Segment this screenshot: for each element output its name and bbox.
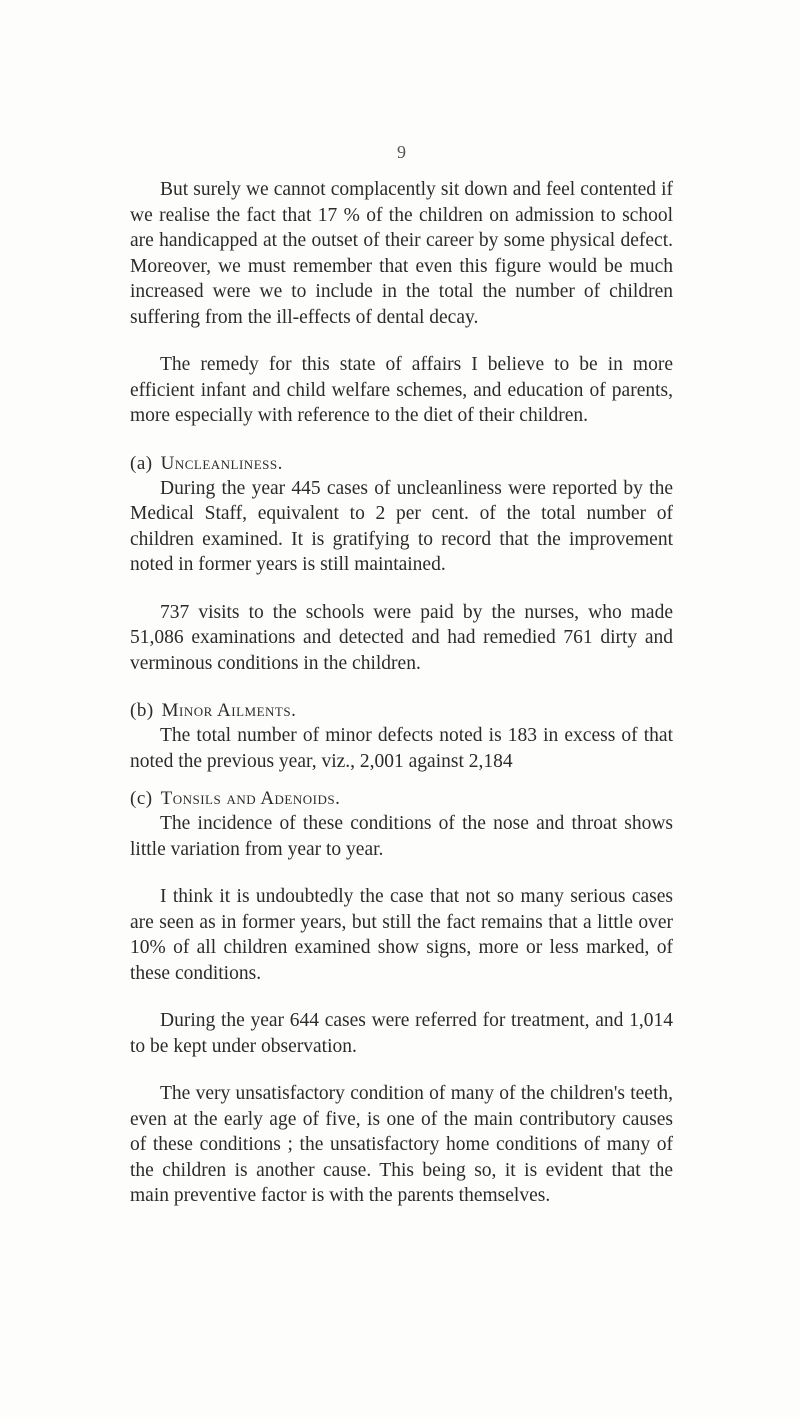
document-body bbox=[130, 177, 673, 1209]
paragraph-tonsils-4: The very unsatisfactory condition of many of the children's teeth, even at the early age of five, is one of the main contributory causes of these conditions ; the unsatisfactory home conditions of many of the children is another cause. This being so, it is evident that the main preventive factor is with the parents themselves. bbox=[130, 1083, 673, 1206]
paragraph-minor-ailments-1: The total number of minor defects noted is 183 in excess of that noted the previous year, viz., 2,001 against 2,184 bbox=[130, 725, 673, 772]
section-title: Tonsils and Adenoids. bbox=[160, 788, 341, 809]
section-letter: (c) bbox=[130, 788, 153, 809]
page-number: 9 bbox=[397, 142, 406, 162]
section-heading-uncleanliness bbox=[130, 451, 673, 476]
section-letter: (b) bbox=[130, 700, 154, 721]
section-letter: (a) bbox=[130, 452, 153, 474]
section-title: Uncleanliness. bbox=[160, 452, 283, 474]
paragraph-tonsils-3: During the year 644 cases were referred for treatment, and 1,014 to be kept under observation. bbox=[130, 1010, 673, 1057]
paragraph-tonsils-1: The incidence of these conditions of the nose and throat shows little variation from year to year. bbox=[130, 813, 673, 860]
section-heading-minor-ailments bbox=[130, 698, 673, 723]
section-heading-tonsils-adenoids bbox=[130, 786, 673, 811]
paragraph-uncleanliness-2: 737 visits to the schools were paid by the nurses, who made 51,086 examinations and detected and had remedied 761 dirty and verminous conditions in the children. bbox=[130, 601, 673, 674]
paragraph-tonsils-2: I think it is undoubtedly the case that not so many serious cases are seen as in former years, but still the fact remains that a little over 10% of all children examined show signs, more or less marked, of these conditions. bbox=[130, 886, 673, 984]
section-title: Minor Ailments. bbox=[161, 700, 297, 721]
paragraph-uncleanliness-1: During the year 445 cases of uncleanliness were reported by the Medical Staff, equivalent to 2 per cent. of the total number of children examined. It is gratifying to record that the improvement noted in former years is still maintained. bbox=[130, 477, 673, 575]
paragraph-intro: But surely we cannot complacently sit down and feel contented if we realise the fact that 17 % of the children on admission to school are handicapped at the outset of their career by some physical defect. Moreover, we must remember that even this figure would be much increased were we to include in the total the number of children suffering from the ill-effects of dental decay. bbox=[130, 179, 673, 328]
paragraph-remedy: The remedy for this state of affairs I believe to be in more efficient infant and child welfare schemes, and education of parents, more especially with reference to the diet of their children. bbox=[130, 354, 673, 426]
